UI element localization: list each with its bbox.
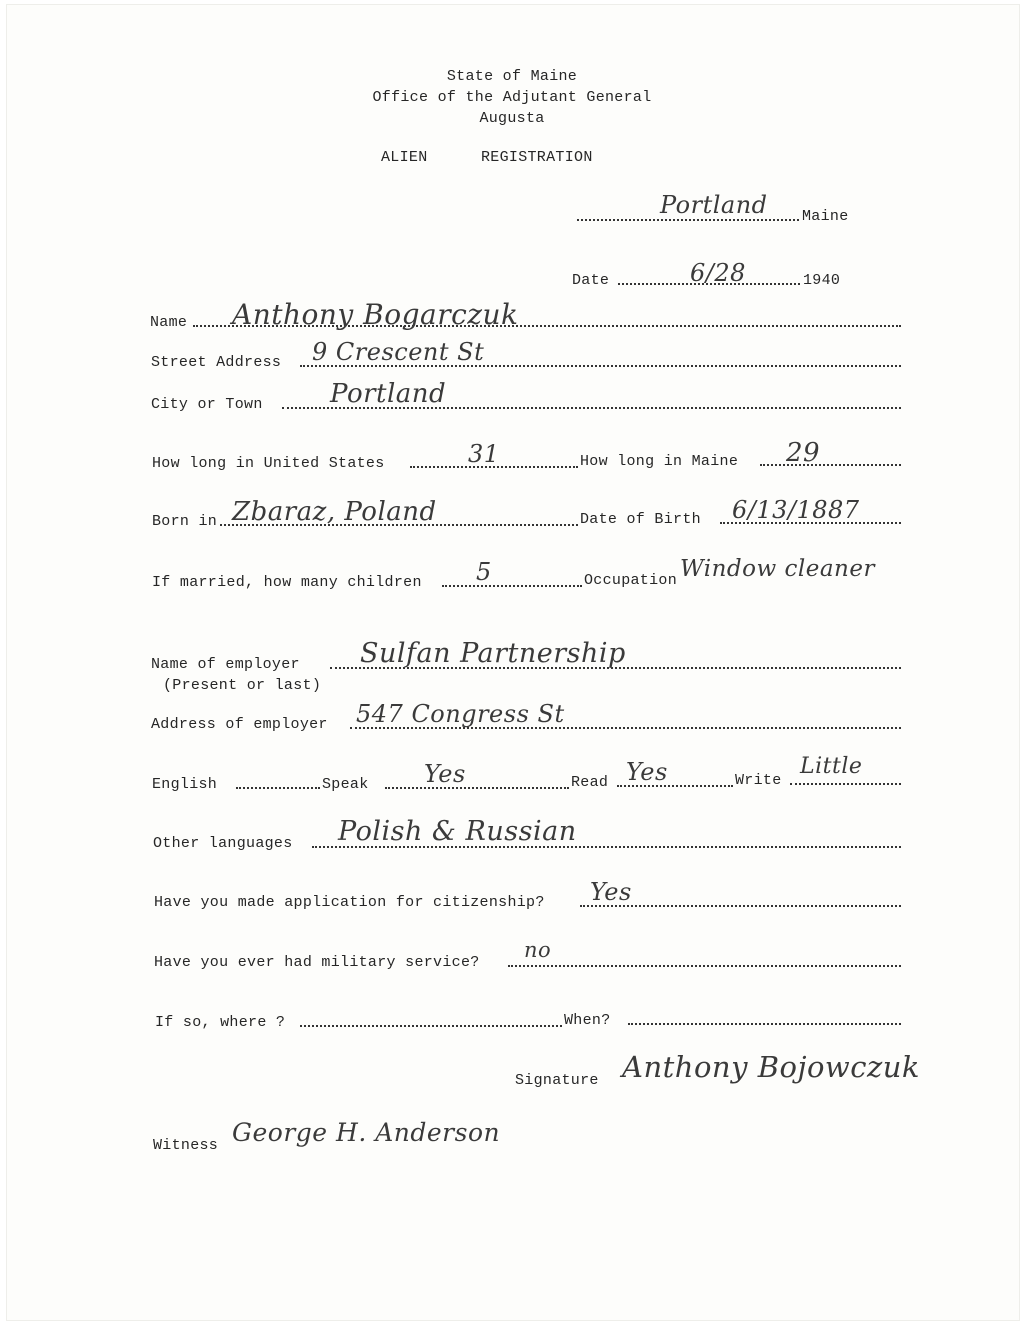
children-dots xyxy=(442,585,582,587)
write-value: Little xyxy=(800,754,863,779)
occupation-value: Window cleaner xyxy=(680,556,875,582)
form-title-registration: REGISTRATION xyxy=(481,149,593,166)
children-label: If married, how many children xyxy=(152,574,422,591)
read-value: Yes xyxy=(626,758,668,786)
military-value: no xyxy=(524,938,552,962)
english-dots xyxy=(236,787,320,789)
witness-value: George H. Anderson xyxy=(232,1118,501,1147)
where-label: If so, where ? xyxy=(155,1014,286,1031)
employer-value: Sulfan Partnership xyxy=(360,638,626,669)
form-title-alien: ALIEN xyxy=(381,149,428,166)
maine-time-label: How long in Maine xyxy=(580,453,739,470)
header-office: Office of the Adjutant General xyxy=(372,89,652,106)
us-time-label: How long in United States xyxy=(152,455,385,472)
when-dots xyxy=(628,1023,901,1025)
place-suffix: Maine xyxy=(802,208,849,225)
name-label: Name xyxy=(150,314,188,331)
signature-value: Anthony Bojowczuk xyxy=(622,1050,921,1084)
witness-label: Witness xyxy=(153,1137,219,1154)
date-label: Date xyxy=(572,272,610,289)
write-dots xyxy=(790,783,901,785)
speak-label: Speak xyxy=(322,776,369,793)
dob-label: Date of Birth xyxy=(580,511,701,528)
header-state: State of Maine xyxy=(446,68,578,85)
signature-label: Signature xyxy=(515,1072,599,1089)
maine-time-dots xyxy=(760,464,901,466)
military-label: Have you ever had military service? xyxy=(154,954,480,971)
name-value: Anthony Bogarczuk xyxy=(232,298,519,331)
us-time-value: 31 xyxy=(468,440,500,468)
date-value: 6/28 xyxy=(690,259,746,287)
read-label: Read xyxy=(571,774,609,791)
english-label: English xyxy=(152,776,218,793)
citizenship-label: Have you made application for citizenship? xyxy=(154,894,545,911)
employer-address-label: Address of employer xyxy=(151,716,328,733)
place-value: Portland xyxy=(660,191,768,219)
date-year: 1940 xyxy=(803,272,841,289)
employer-sublabel: (Present or last) xyxy=(163,677,322,694)
other-languages-label: Other languages xyxy=(153,835,293,852)
occupation-label: Occupation xyxy=(584,572,678,589)
born-value: Zbaraz, Poland xyxy=(232,497,437,527)
when-label: When? xyxy=(564,1012,611,1029)
employer-address-value: 547 Congress St xyxy=(356,700,565,728)
dob-value: 6/13/1887 xyxy=(732,496,860,524)
where-dots xyxy=(300,1025,562,1027)
employer-label: Name of employer xyxy=(151,656,300,673)
speak-dots xyxy=(385,787,569,789)
city-value: Portland xyxy=(330,379,447,409)
citizenship-value: Yes xyxy=(590,878,632,906)
other-languages-value: Polish & Russian xyxy=(338,816,577,847)
born-label: Born in xyxy=(152,513,218,530)
city-label: City or Town xyxy=(151,396,263,413)
street-value: 9 Crescent St xyxy=(312,338,485,366)
header-city: Augusta xyxy=(479,110,545,127)
place-dots xyxy=(577,219,799,221)
children-value: 5 xyxy=(476,558,492,586)
street-label: Street Address xyxy=(151,354,282,371)
speak-value: Yes xyxy=(424,760,466,788)
military-dots xyxy=(508,965,901,967)
maine-time-value: 29 xyxy=(786,438,821,468)
write-label: Write xyxy=(735,772,782,789)
